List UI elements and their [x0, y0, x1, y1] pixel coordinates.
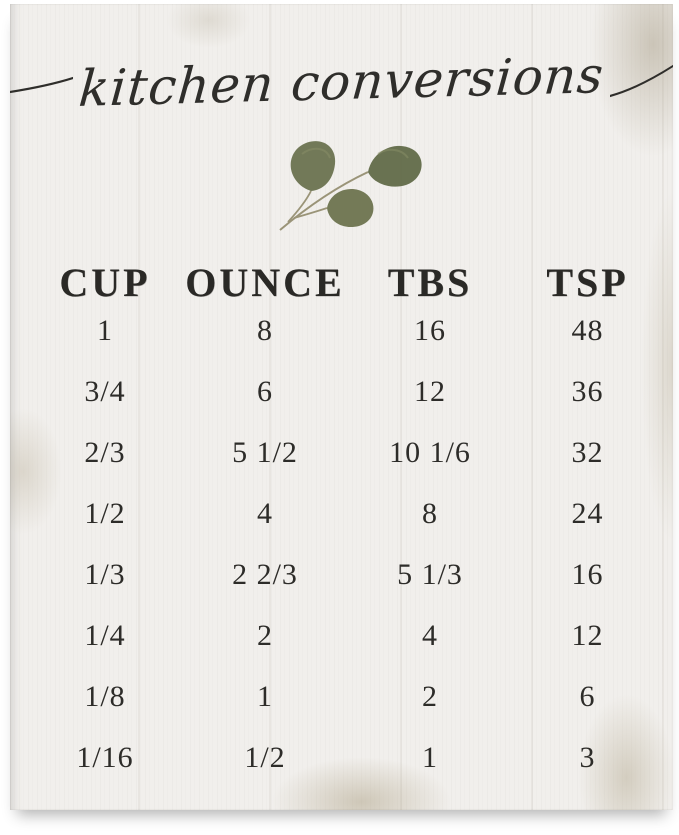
column-header-ounce: OUNCE [185, 259, 345, 305]
column-header-tsp: TSP [546, 259, 629, 305]
table-row [30, 544, 665, 605]
table-cell: 1/16 [76, 740, 134, 774]
table-cell: 2 2/3 [232, 557, 298, 591]
table-row [30, 605, 665, 666]
table-cell: 5 1/2 [232, 435, 298, 469]
table-row [30, 300, 665, 361]
flourish-right-icon [610, 52, 673, 112]
conversion-table-body [30, 300, 665, 788]
table-cell: 6 [257, 374, 273, 408]
table-cell: 24 [571, 496, 604, 530]
table-cell: 1 [97, 313, 113, 347]
eucalyptus-leaves-icon [217, 134, 467, 244]
table-cell: 2 [257, 618, 273, 652]
table-cell: 8 [257, 313, 273, 347]
table-cell: 1 [422, 740, 438, 774]
column-header-cup: CUP [59, 259, 151, 305]
table-row [30, 727, 665, 788]
table-cell: 2/3 [84, 435, 126, 469]
table-row [30, 422, 665, 483]
table-cell: 6 [579, 679, 596, 713]
column-header-tbs: TBS [387, 259, 473, 305]
table-cell: 16 [571, 557, 604, 591]
table-cell: 36 [571, 374, 604, 408]
table-cell: 2 [422, 679, 438, 713]
table-cell: 1/2 [244, 740, 286, 774]
table-row [30, 361, 665, 422]
title [10, 36, 673, 128]
table-cell: 1/4 [84, 618, 126, 652]
table-cell: 1 [257, 679, 273, 713]
table-cell: 12 [571, 618, 604, 652]
table-cell: 12 [414, 374, 446, 408]
table-cell: 1/2 [84, 496, 126, 530]
table-cell: 48 [571, 313, 604, 347]
table-cell: 4 [422, 618, 438, 652]
table-cell: 3/4 [84, 374, 126, 408]
table-row [30, 483, 665, 544]
table-cell: 5 1/3 [397, 557, 463, 591]
canvas-print [10, 4, 673, 810]
table-cell: 1/3 [84, 557, 126, 591]
table-row [30, 666, 665, 727]
table-cell: 1/8 [84, 679, 126, 713]
table-cell: 32 [571, 435, 604, 469]
table-cell: 8 [422, 496, 438, 530]
flourish-left-icon [10, 52, 73, 112]
table-cell: 16 [414, 313, 446, 347]
table-cell: 3 [579, 740, 596, 774]
title-text: kitchen conversions [76, 46, 607, 118]
table-cell: 4 [257, 496, 273, 530]
table-cell: 10 1/6 [389, 435, 471, 469]
